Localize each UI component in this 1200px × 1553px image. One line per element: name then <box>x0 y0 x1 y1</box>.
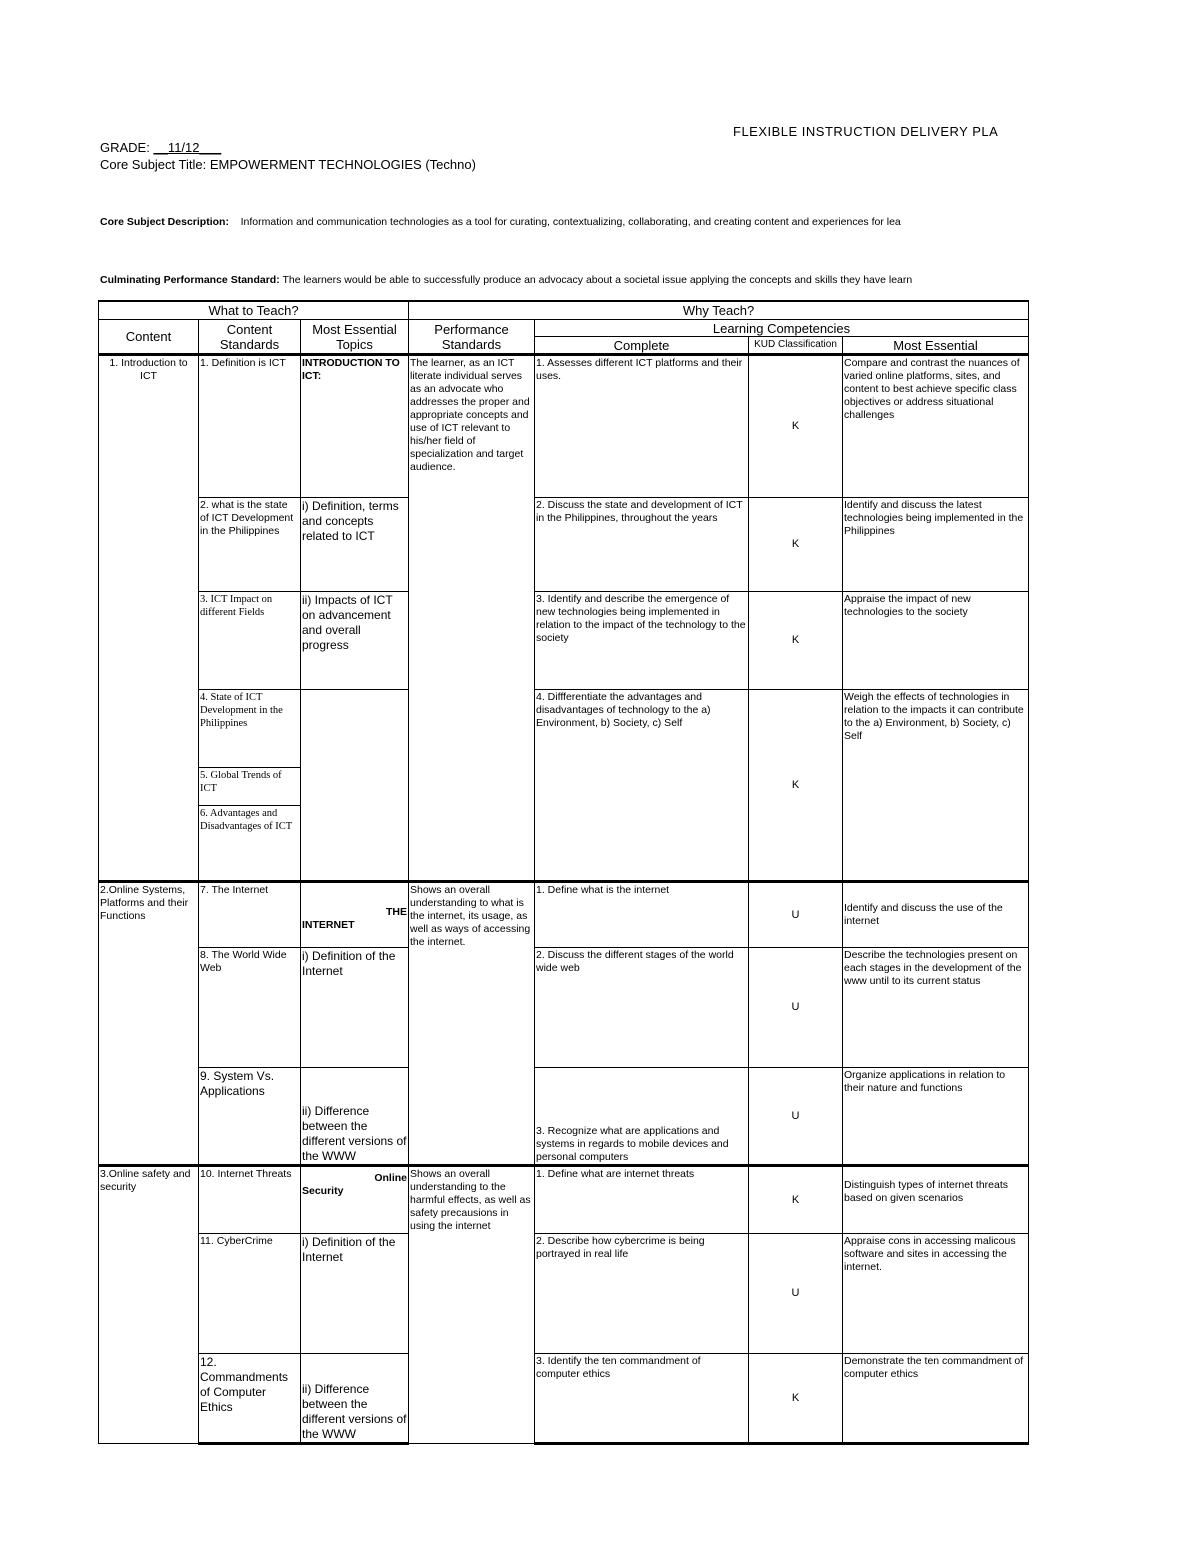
header-most-essential-topics: Most Essential Topics <box>301 319 409 354</box>
competency-complete: 2. Describe how cybercrime is being portrayed in real life <box>535 1233 749 1353</box>
competency-complete: 2. Discuss the state and development of ICT in the Philippines, throughout the years <box>535 497 749 591</box>
essential-topic: i) Definition, terms and concepts related to ICT <box>301 497 409 591</box>
table-row <box>99 947 1029 1067</box>
plan-title: FLEXIBLE INSTRUCTION DELIVERY PLA <box>733 124 999 139</box>
kud-value: U <box>749 947 843 1067</box>
table-row <box>99 1353 1029 1443</box>
content-standard: 7. The Internet <box>199 881 301 947</box>
section-content: 2.Online Systems, Platforms and their Functions <box>99 881 199 1165</box>
kud-value: K <box>749 689 843 881</box>
content-standard: 1. Definition is ICT <box>199 354 301 497</box>
table-row <box>99 881 1029 947</box>
essential-topic: ii) Impacts of ICT on advancement and overall progress <box>301 591 409 689</box>
kud-value: K <box>749 497 843 591</box>
essential-topic-part: Security <box>302 1184 344 1197</box>
kud-value: U <box>749 1233 843 1353</box>
performance-standard: The learner, as an ICT literate individual serves as an advocate who addresses the proper and appropriate concepts and use of ICT relevant to his/her field of specialization and target audience. <box>409 354 535 881</box>
competency-complete: 1. Define what are internet threats <box>535 1165 749 1233</box>
competency-complete: 3. Recognize what are applications and systems in regards to mobile devices and personal computers <box>535 1067 749 1165</box>
header-most-essential: Most Essential <box>843 336 1029 354</box>
header-kud-classification: KUD Classification <box>749 336 843 354</box>
competency-essential: Distinguish types of internet threats based on given scenarios <box>843 1165 1029 1233</box>
competency-essential: Demonstrate the ten commandment of computer ethics <box>843 1353 1029 1443</box>
competency-complete: 1. Define what is the internet <box>535 881 749 947</box>
table-row <box>99 354 1029 497</box>
competency-complete: 4. Diffferentiate the advantages and disadvantages of technology to the a) Environment, b) Society, c) Self <box>535 689 749 881</box>
competency-essential: Identify and discuss the latest technologies being implemented in the Philippines <box>843 497 1029 591</box>
header-learning-competencies: Learning Competencies <box>535 319 1029 336</box>
essential-topic-part: INTERNET <box>302 918 355 931</box>
subject-line <box>100 157 476 172</box>
table-row <box>99 591 1029 689</box>
competency-essential: Identify and discuss the use of the internet <box>843 881 1029 947</box>
subject-value: EMPOWERMENT TECHNOLOGIES (Techno) <box>209 157 476 172</box>
kud-value: K <box>749 591 843 689</box>
competency-essential: Appraise the impact of new technologies to the society <box>843 591 1029 689</box>
competency-complete: 3. Identify and describe the emergence of new technologies being implemented in relation to the impact of the technology to the society <box>535 591 749 689</box>
competency-essential: Organize applications in relation to their nature and functions <box>843 1067 1029 1165</box>
essential-topic: i) Definition of the Internet <box>301 947 409 1067</box>
essential-topic-part: Online <box>374 1171 407 1184</box>
grade-line <box>100 140 221 155</box>
content-standard: 3. ICT Impact on different Fields <box>199 591 301 689</box>
competency-complete: 1. Assesses different ICT platforms and their uses. <box>535 354 749 497</box>
header-row-2 <box>99 319 1029 336</box>
header-content-standards: Content Standards <box>199 319 301 354</box>
table-row <box>99 1165 1029 1233</box>
kud-value: K <box>749 354 843 497</box>
description-label: Core Subject Description: <box>100 216 229 228</box>
content-standard: 8. The World Wide Web <box>199 947 301 1067</box>
description-text: Information and communication technologies as a tool for curating, contextualizing, collaborating, and creating content and experiences for lea <box>240 216 901 228</box>
competency-essential: Weigh the effects of technologies in relation to the impacts it can contribute to the a) Environment, b) Society, c) Self <box>843 689 1029 881</box>
competency-essential: Compare and contrast the nuances of varied online platforms, sites, and content to best achieve specific class objectives or address situational challenges <box>843 354 1029 497</box>
competency-complete: 3. Identify the ten commandment of computer ethics <box>535 1353 749 1443</box>
header-performance-standards: Performance Standards <box>409 319 535 354</box>
header-complete: Complete <box>535 336 749 354</box>
essential-topic: ii) Difference between the different versions of the WWW <box>301 1067 409 1165</box>
description-line <box>100 216 901 228</box>
subject-label: Core Subject Title: <box>100 157 207 172</box>
content-standard: 2. what is the state of ICT Development in the Philippines <box>199 497 301 591</box>
header-content: Content <box>99 319 199 354</box>
content-standard: 4. State of ICT Development in the Philippines <box>199 689 301 767</box>
content-standard: 6. Advantages and Disadvantages of ICT <box>199 805 301 881</box>
content-standard: 12. Commandments of Computer Ethics <box>199 1353 301 1443</box>
culminating-line <box>100 274 912 286</box>
section-content: 1. Introduction to ICT <box>99 354 199 881</box>
header-why-teach: Why Teach? <box>409 301 1029 319</box>
performance-standard: Shows an overall understanding to the harmful effects, as well as safety precausions in using the internet <box>409 1165 535 1443</box>
table-row <box>99 1067 1029 1165</box>
grade-label: GRADE: <box>100 140 150 155</box>
content-standard: 10. Internet Threats <box>199 1165 301 1233</box>
content-standard: 9. System Vs. Applications <box>199 1067 301 1165</box>
performance-standard: Shows an overall understanding to what is the internet, its usage, as well as ways of accessing the internet. <box>409 881 535 1165</box>
table-row <box>99 689 1029 767</box>
essential-topic <box>301 689 409 881</box>
table-row <box>99 1233 1029 1353</box>
kud-value: K <box>749 1353 843 1443</box>
delivery-plan-table <box>98 300 1029 1445</box>
essential-topic <box>301 1165 409 1233</box>
essential-topic: i) Definition of the Internet <box>301 1233 409 1353</box>
header-what-to-teach: What to Teach? <box>99 301 409 319</box>
essential-topic-part: THE <box>386 905 407 918</box>
content-standard: 5. Global Trends of ICT <box>199 767 301 805</box>
essential-topic <box>301 881 409 947</box>
table-row <box>99 497 1029 591</box>
kud-value: K <box>749 1165 843 1233</box>
essential-topic: ii) Difference between the different versions of the WWW <box>301 1353 409 1443</box>
header-row-1 <box>99 301 1029 319</box>
section-content: 3.Online safety and security <box>99 1165 199 1443</box>
kud-value: U <box>749 881 843 947</box>
grade-value: __11/12___ <box>153 140 222 155</box>
culminating-label: Culminating Performance Standard: <box>100 274 280 286</box>
competency-essential: Describe the technologies present on each stages in the development of the www until to its current status <box>843 947 1029 1067</box>
competency-essential: Appraise cons in accessing malicous software and sites in accessing the internet. <box>843 1233 1029 1353</box>
competency-complete: 2. Discuss the different stages of the world wide web <box>535 947 749 1067</box>
kud-value: U <box>749 1067 843 1165</box>
essential-topic: INTRODUCTION TO ICT: <box>301 354 409 497</box>
culminating-text: The learners would be able to successfully produce an advocacy about a societal issue applying the concepts and skills they have learn <box>282 274 913 286</box>
content-standard: 11. CyberCrime <box>199 1233 301 1353</box>
